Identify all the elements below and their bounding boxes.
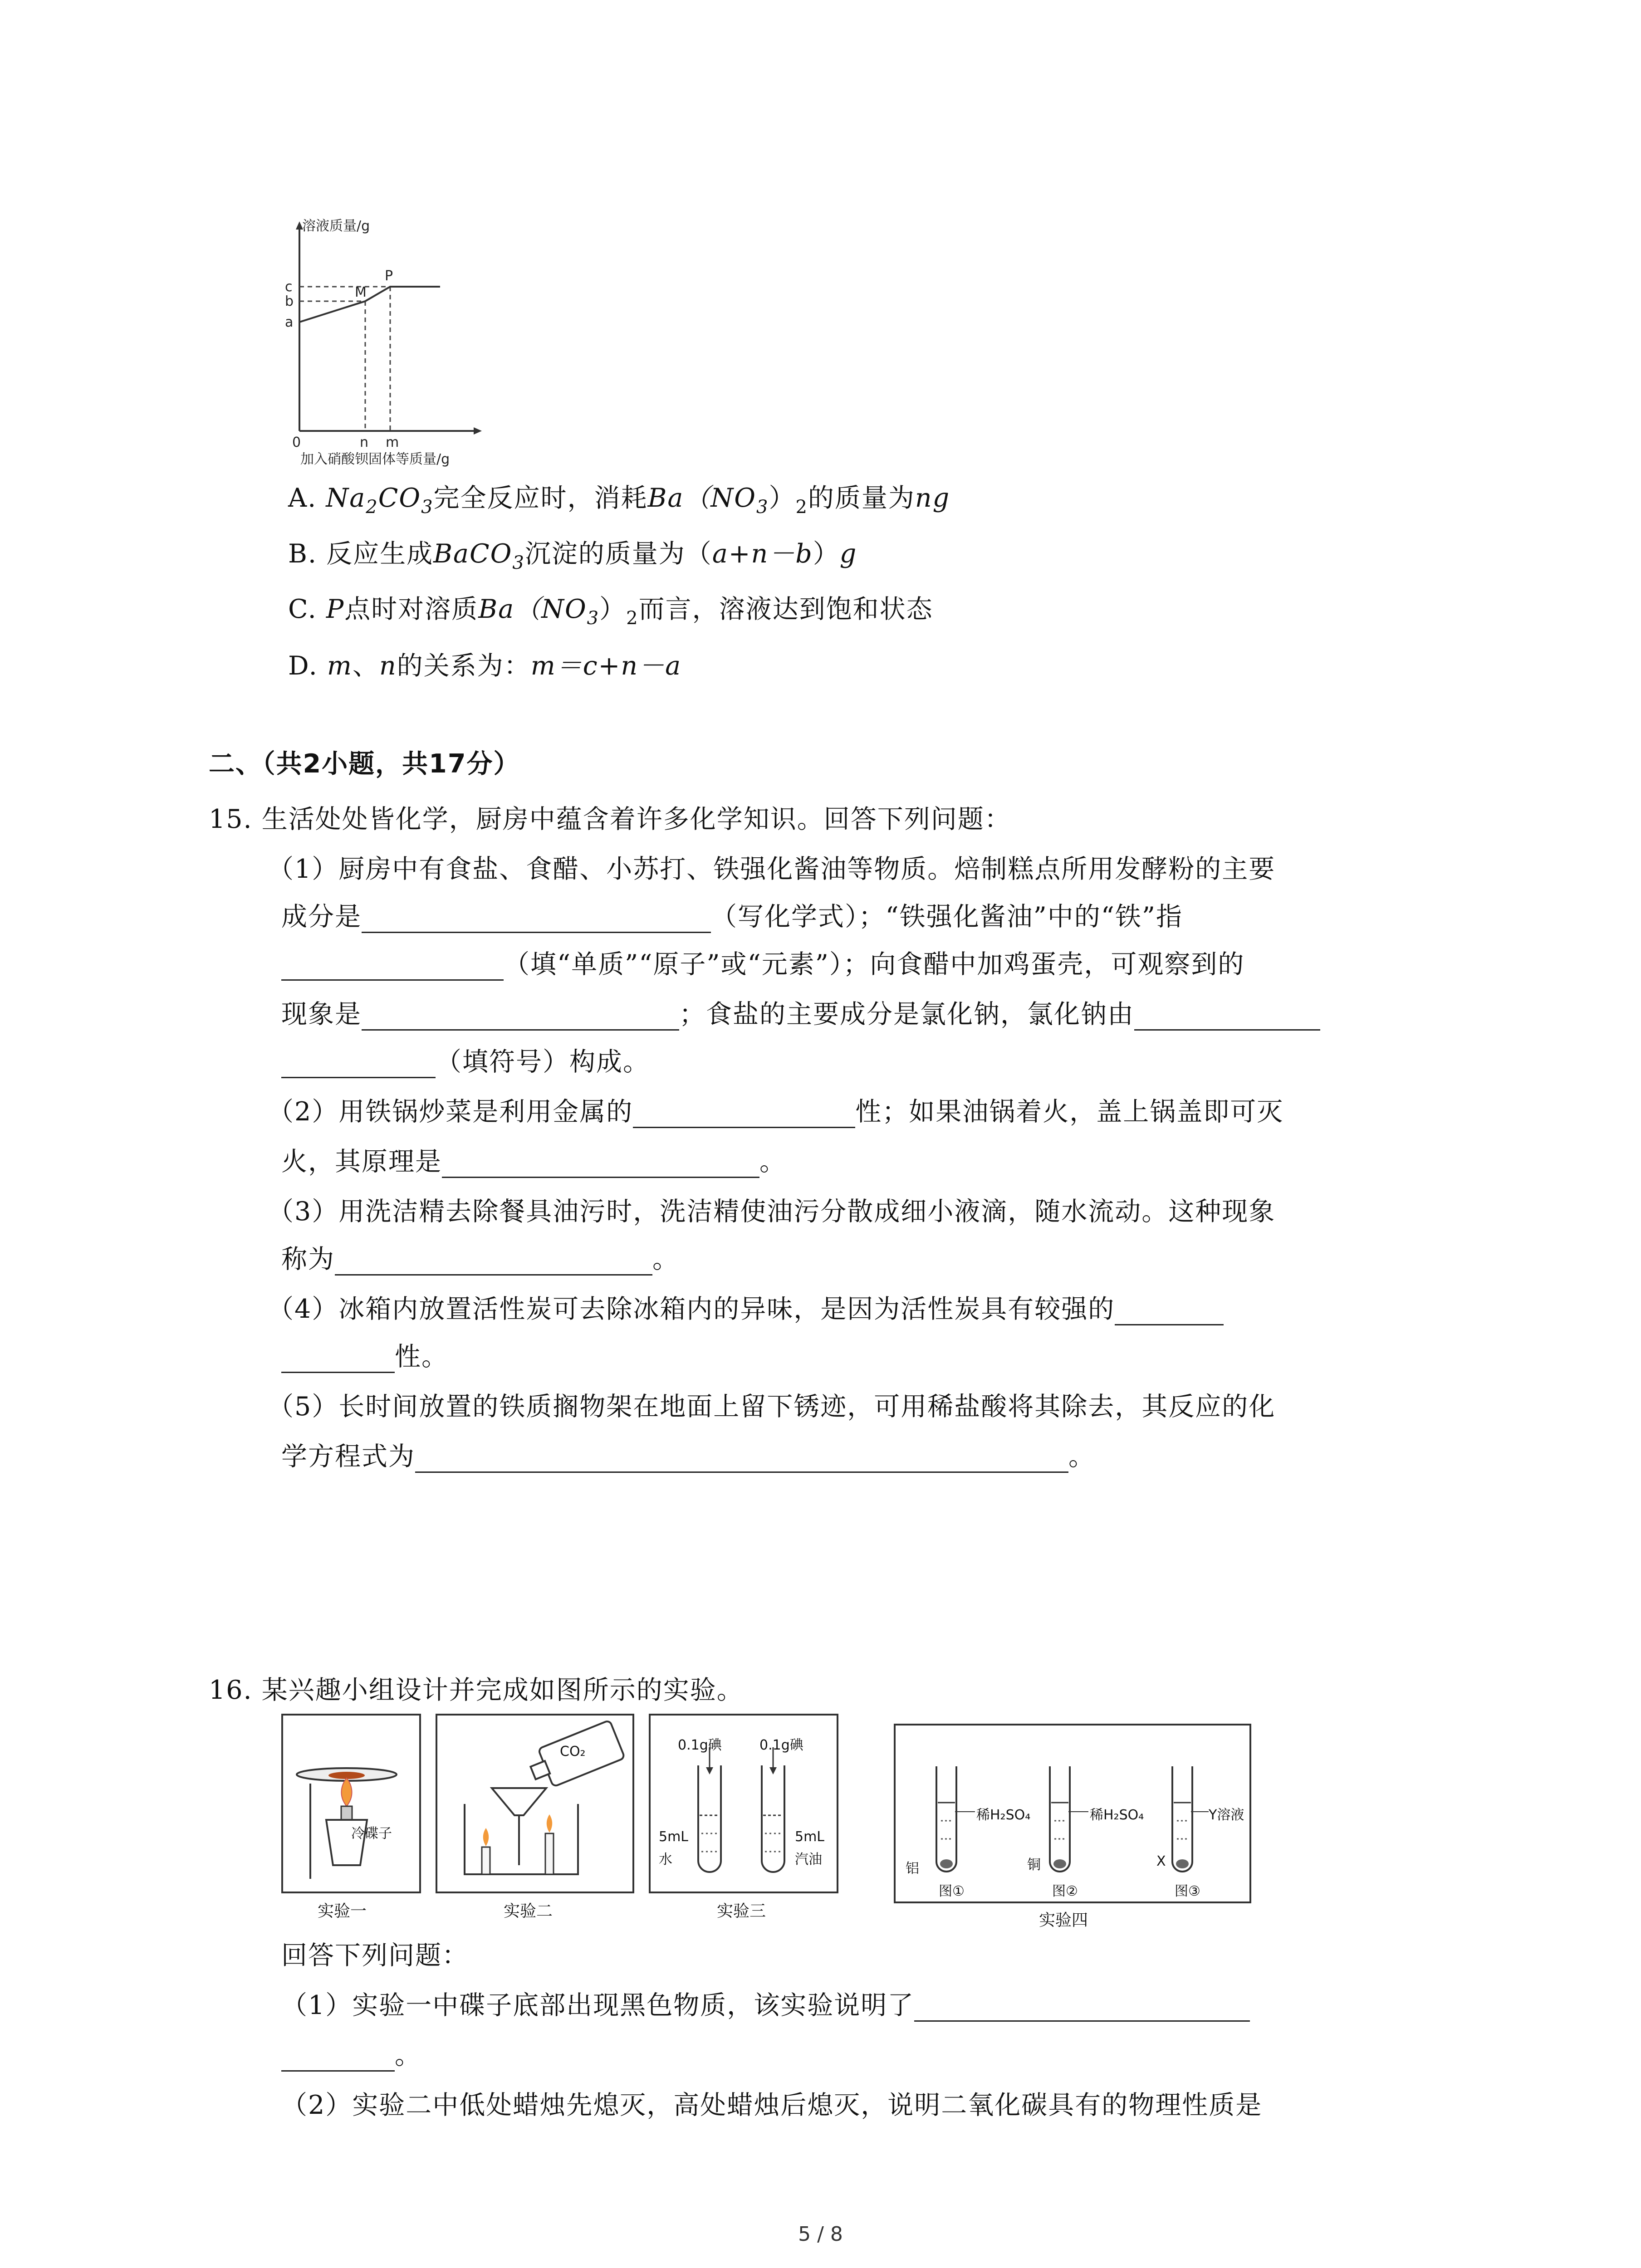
q16-answer-prompt: 回答下列问题： [281,1941,469,1970]
q15-p1-line5: （填符号）构成。 [281,1046,650,1078]
q16-p2-line1: （2）实验二中低处蜡烛先熄灭，高处蜡烛后熄灭，说明二氧化碳具有的物理性质是 [281,2090,1263,2120]
blank-exp1-conclusion-b[interactable] [281,2044,395,2072]
exp4-fig1: 图① [939,1883,965,1899]
q16-p1-line2: 。 [281,2039,421,2072]
tick-a: a [285,314,294,330]
q15-p4-line1: （4）冰箱内放置活性炭可去除冰箱内的异味，是因为活性炭具有较强的 [268,1293,1224,1325]
x-axis-arrow [474,427,482,435]
exp2-bottle-label: CO₂ [560,1744,586,1760]
exp4-x-metal: X [1156,1853,1166,1869]
exp1-label: 冷碟子 [351,1826,392,1842]
q16-stem: 16. 某兴趣小组设计并完成如图所示的实验。 [209,1675,744,1705]
q15-p5-line2: 学方程式为 。 [281,1440,1095,1473]
point-M: M [355,284,367,300]
blank-fire-principle[interactable] [442,1150,759,1178]
q15-p2-line1: （2）用铁锅炒菜是利用金属的 性；如果油锅着火，盖上锅盖即可灭 [268,1095,1283,1128]
q15-p1-line1: （1）厨房中有食盐、食醋、小苏打、铁强化酱油等物质。焙制糕点所用发酵粉的主要 [268,854,1276,884]
exp1-caption: 实验一 [318,1902,367,1921]
q16-p1-line1: （1）实验一中碟子底部出现黑色物质，该实验说明了 [281,1989,1250,2022]
point-P: P [385,268,393,284]
q15-p2-line2: 火，其原理是 。 [281,1145,786,1178]
alcohol-lamp-dish-icon [283,1716,419,1892]
tick-m: m [386,435,399,450]
page-number: 5 / 8 [798,2223,843,2246]
metal-acid-test-tubes-icon [896,1725,1249,1901]
q15-p3-line1: （3）用洗洁精去除餐具油污时，洗洁精使油污分散成细小液滴，随水流动。这种现象 [268,1197,1276,1227]
exp4-caption: 实验四 [1039,1911,1088,1930]
exp4-acid-1: 稀H₂SO₄ [976,1807,1031,1823]
solution-mass-graph [254,213,508,467]
exp4-aluminum: 铝 [906,1861,919,1877]
q15-stem: 15. 生活处处皆化学，厨房中蕴含着许多化学知识。回答下列问题： [209,804,1011,834]
graph-origin: 0 [292,435,301,450]
exp4-copper: 铜 [1027,1857,1041,1873]
q15-p1-line3: （填“单质”“原子”或“元素”）；向食醋中加鸡蛋壳，可观察到的 [281,948,1244,981]
blank-equation[interactable] [415,1445,1068,1473]
exp4-fig2: 图② [1052,1883,1078,1899]
exp4-panel [894,1724,1251,1903]
graph-xlabel: 加入硝酸钡固体等质量/g [300,451,450,467]
exp3-iodine-left: 0.1g碘 [678,1737,722,1753]
option-c: C. P点时对溶质$Ba(NO_3)_2$而言，溶液达到饱和状态 [288,594,933,629]
mass-curve [299,287,440,322]
blank-emulsification[interactable] [335,1248,652,1276]
blank-iron-meaning[interactable] [281,953,504,981]
exp2-panel [436,1714,634,1893]
graph-ylabel: 溶液质量/g [302,218,370,234]
q15-p4-line2: 性。 [281,1340,448,1373]
exp1-panel [281,1714,421,1893]
co2-beaker-candles-icon [437,1716,632,1892]
exp4-fig3: 图③ [1175,1883,1200,1899]
q15-p1-line2: 成分是 （写化学式）；“铁强化酱油”中的“铁”指 [281,900,1183,933]
exp2-caption: 实验二 [504,1902,553,1921]
exp3-left-liquid: 水 [659,1852,672,1867]
exp3-caption: 实验三 [717,1902,766,1921]
blank-formula[interactable] [362,905,711,933]
blank-metal-property[interactable] [633,1100,855,1128]
tick-b: b [285,293,294,309]
tick-n: n [360,435,369,450]
option-d: D. m、n的关系为：m＝c+n－a [288,651,682,681]
q15-p3-line2: 称为 。 [281,1243,679,1276]
blank-adsorption-a[interactable] [1115,1298,1224,1325]
exp3-iodine-right: 0.1g碘 [759,1737,803,1753]
q15-p5-line1: （5）长时间放置的铁质搁物架在地面上留下锈迹，可用稀盐酸将其除去，其反应的化 [268,1392,1276,1422]
blank-adsorption-b[interactable] [281,1345,395,1373]
blank-phenomenon[interactable] [362,1003,679,1031]
section-heading: 二、（共2小题，共17分） [209,749,520,779]
option-a: A. $Na_2CO_3$完全反应时，消耗$Ba(NO_3)_2$的质量为ng [288,483,950,518]
blank-nacl-particles-b[interactable] [281,1051,436,1078]
option-b: B. 反应生成BaCO$_3$沉淀的质量为（a+n－b）g [288,539,857,573]
exp4-y-solution: Y溶液 [1209,1807,1244,1823]
blank-exp1-conclusion-a[interactable] [914,1994,1250,2022]
exp3-left-volume: 5mL [659,1829,689,1845]
blank-nacl-particles-a[interactable] [1134,1003,1320,1031]
q15-p1-line4: 现象是 ；食盐的主要成分是氯化钠，氯化钠由 [281,998,1320,1031]
exp3-panel [649,1714,838,1893]
exp4-acid-2: 稀H₂SO₄ [1090,1807,1144,1823]
exp3-right-volume: 5mL [795,1829,825,1845]
exp3-right-liquid: 汽油 [795,1852,822,1867]
tick-c: c [285,279,293,295]
